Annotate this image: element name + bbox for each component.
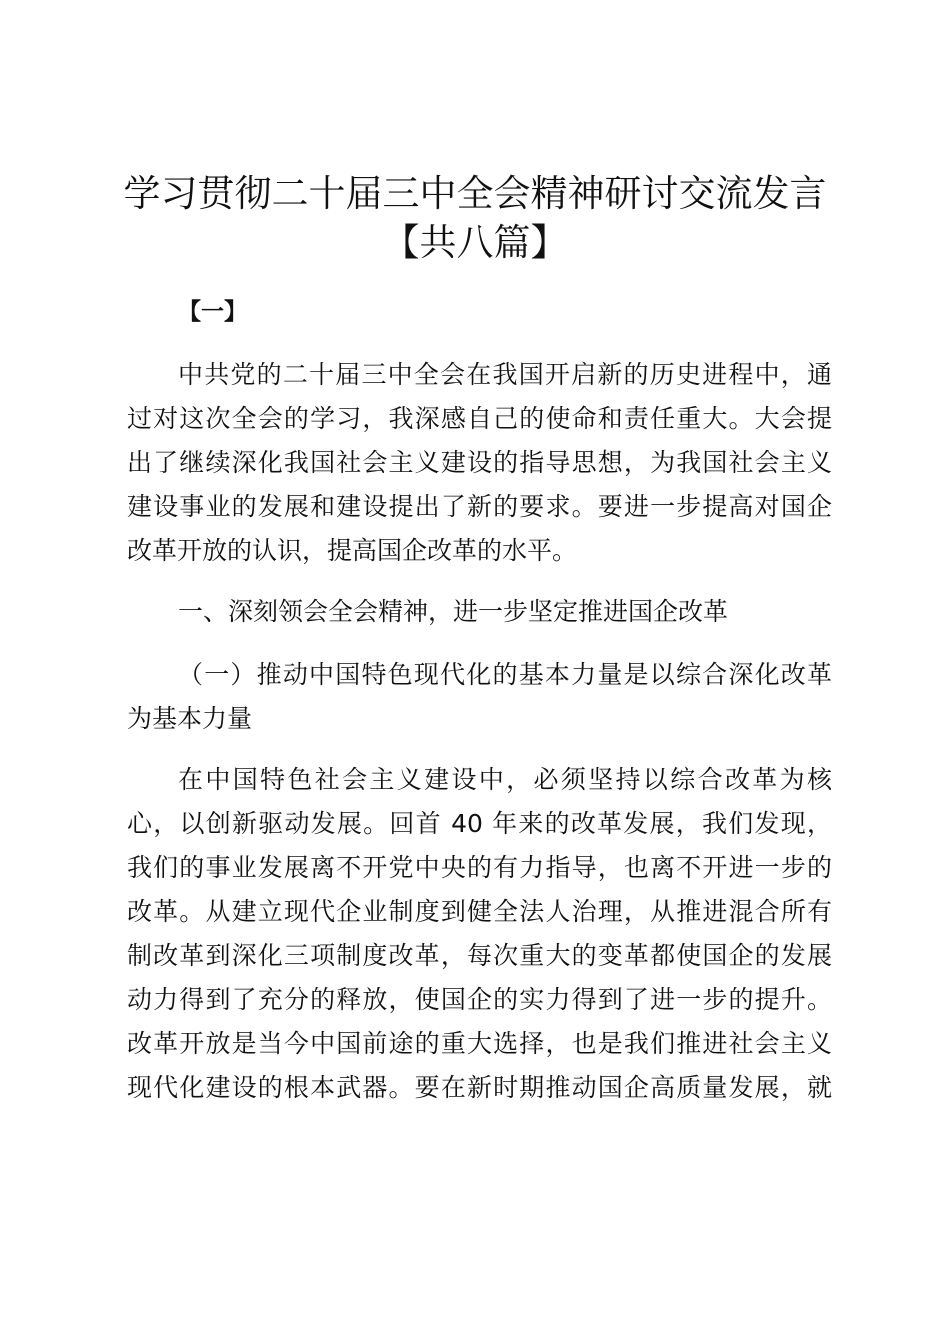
paragraph-2-line-1: 在中国特色社会主义建设中，必须坚持以综合改革为核 (178, 765, 832, 794)
subheading-1-line-2: 为基本力量 (127, 704, 253, 733)
document-title: 学习贯彻二十届三中全会精神研讨交流发言 (123, 172, 827, 215)
paragraph-1-line-5: 改革开放的认识，提高国企改革的水平。 (127, 536, 578, 565)
paragraph-1-line-3: 出了继续深化我国社会主义建设的指导思想，为我国社会主义 (127, 448, 832, 477)
paragraph-2-line-8: 现代化建设的根本武器。要在新时期推动国企高质量发展，就 (127, 1073, 832, 1102)
section-heading-1: 一、深刻领会全会精神，进一步坚定推进国企改革 (178, 597, 729, 626)
paragraph-2-line-7: 改革开放是当今中国前途的重大选择，也是我们推进社会主义 (127, 1029, 832, 1058)
subheading-1-line-1: （一）推动中国特色现代化的基本力量是以综合深化改革 (178, 660, 832, 689)
paragraph-2-line-5: 制改革到深化三项制度改革，每次重大的变革都使国企的发展 (127, 941, 832, 970)
paragraph-1-line-4: 建设事业的发展和建设提出了新的要求。要进一步提高对国企 (127, 492, 832, 521)
paragraph-2-line-3: 我们的事业发展离不开党中央的有力指导，也离不开进一步的 (127, 853, 832, 882)
paragraph-2-line-6: 动力得到了充分的释放，使国企的实力得到了进一步的提升。 (127, 985, 832, 1014)
paragraph-1-line-2: 过对这次全会的学习，我深感自己的使命和责任重大。大会提 (127, 404, 832, 433)
paragraph-2-line-4: 改革。从建立现代企业制度到健全法人治理，从推进混合所有 (127, 897, 832, 926)
paragraph-1-line-1: 中共党的二十届三中全会在我国开启新的历史进程中，通 (178, 360, 832, 389)
document-subtitle: 【共八篇】 (382, 221, 568, 264)
paragraph-2-line-2: 心，以创新驱动发展。回首 40 年来的改革发展，我们发现， (127, 809, 832, 838)
section-marker: 【一】 (178, 299, 247, 325)
